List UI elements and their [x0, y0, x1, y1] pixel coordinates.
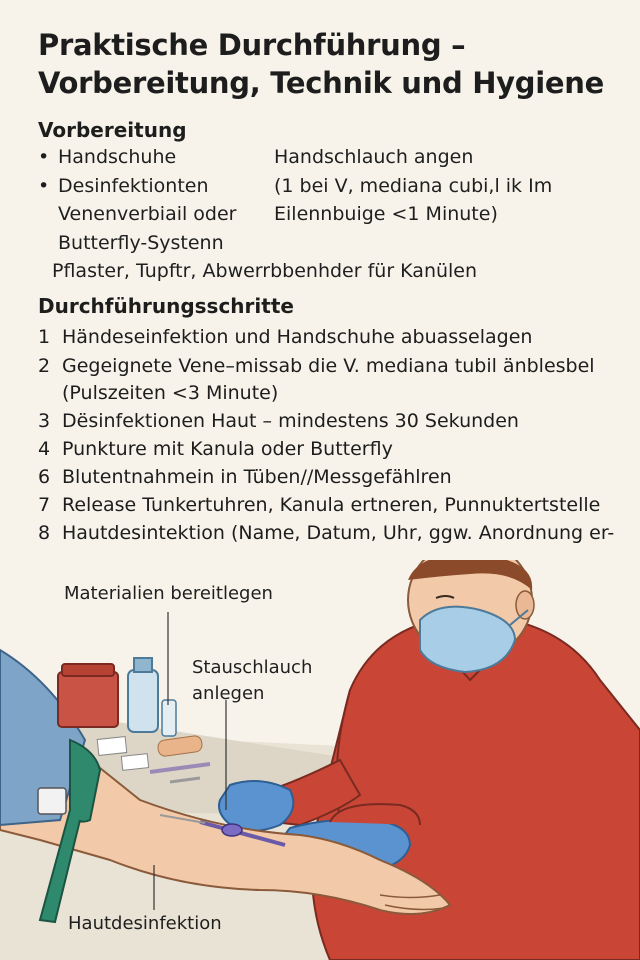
preparation-heading: Vorbereitung: [38, 118, 187, 142]
callout-tourniquet-line2: anlegen: [192, 683, 265, 704]
step-number: 8: [38, 522, 51, 544]
callout-materials: Materialien bereitlegen: [64, 583, 273, 604]
prep-right-item: (1 bei V, mediana cubi,l ik Im: [274, 175, 553, 197]
prep-left-item: Desinfektionten: [58, 175, 209, 197]
swab-pad: [97, 737, 127, 756]
page-title: [38, 26, 618, 102]
step-number: 7: [38, 494, 51, 516]
step-number: 4: [38, 438, 51, 460]
bullet-dot: •: [38, 175, 50, 197]
prep-left-item: Handschuhe: [58, 146, 177, 168]
blood-draw-illustration: [0, 560, 640, 960]
step-number: 6: [38, 466, 51, 488]
callout-disinfection: Hautdesinfektion: [68, 913, 222, 934]
step-number: 3: [38, 410, 51, 432]
prep-left-item: Butterfly-Systenn: [58, 232, 224, 254]
bottle-cap: [134, 658, 152, 672]
step-text: Gegeignete Vene–missab die V. mediana tubil änblesbel: [62, 355, 595, 377]
sharps-container: [58, 672, 118, 727]
title-line-1: Praktische Durchführung –: [38, 28, 466, 62]
disinfectant-bottle: [128, 670, 158, 732]
prep-left-item: Venenverbiail oder: [58, 203, 237, 225]
sharps-lid: [62, 664, 114, 676]
worker-ear: [516, 591, 534, 619]
step-text: Dësinfektionen Haut – mindestens 30 Sekunden: [62, 410, 519, 432]
procedure-heading: Durchführungsschritte: [38, 294, 294, 318]
step-text: Release Tunkertuhren, Kanula ertneren, Punnuktertstelle: [62, 494, 601, 516]
butterfly-wings: [222, 824, 242, 836]
callout-tourniquet-line1: Stauschlauch: [192, 657, 313, 678]
step-number: 1: [38, 326, 51, 348]
prep-right-item: Eilennbuige <1 Minute): [274, 203, 498, 225]
step-text: Punkture mit Kanula oder Butterfly: [62, 438, 393, 460]
vial: [162, 700, 176, 736]
step-text: Blutentnahmein in Tüben//Messgefählren: [62, 466, 452, 488]
title-line-2: Vorbereitung, Technik und Hygiene: [38, 66, 604, 100]
step-text: Hautdesintektion (Name, Datum, Uhr, ggw. Anordnung er-: [62, 522, 615, 544]
bullet-dot: •: [38, 146, 50, 168]
prep-full-line: Pflaster, Tupftr, Abwerrbbenhder für Kanülen: [52, 260, 478, 282]
step-number: 2: [38, 355, 51, 377]
swab-pad: [121, 754, 148, 771]
step-text: (Pulszeiten <3 Minute): [62, 382, 279, 404]
tourniquet-buckle: [38, 788, 66, 814]
step-text: Händeseinfektion und Handschuhe abuasselagen: [62, 326, 533, 348]
prep-right-item: Handschlauch angen: [274, 146, 474, 168]
